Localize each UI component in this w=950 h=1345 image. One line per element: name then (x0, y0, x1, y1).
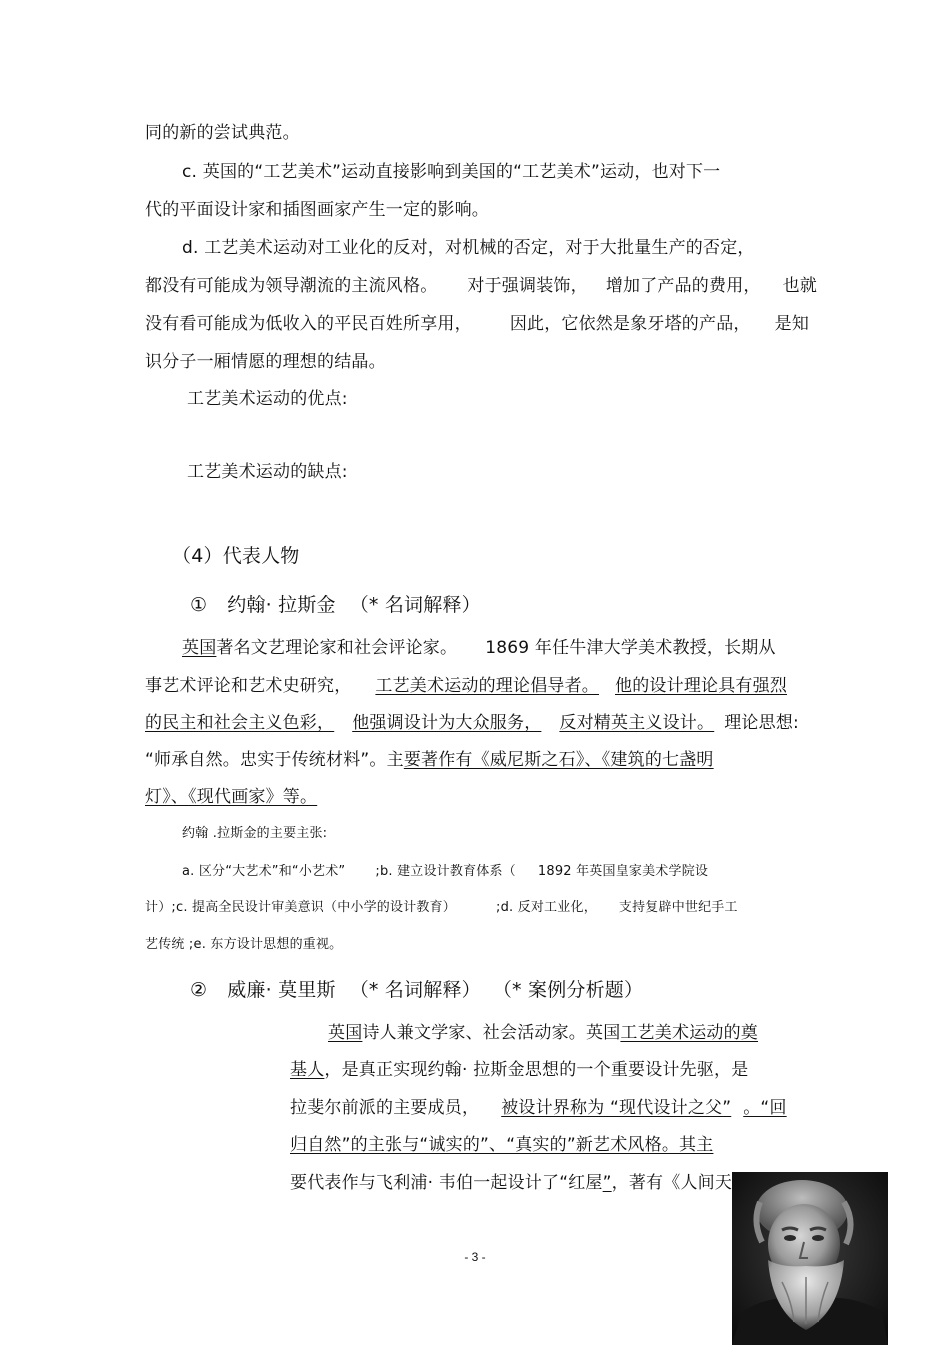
portrait-image (732, 1172, 888, 1345)
text-line: 都没有可能成为领导潮流的主流风格。 对于强调装饰， 增加了产品的费用， 也就 (145, 276, 818, 296)
section-heading: （4）代表人物 (172, 545, 300, 567)
text-line: 艺传统 ;e. 东方设计思想的重视。 (145, 937, 343, 952)
text-line: 灯》、《现代画家》等。 (145, 787, 318, 807)
subsection-heading-morris: ② 威廉· 莫里斯 （* 名词解释） （* 案例分析题） (190, 979, 644, 1001)
disadvantages-label: 工艺美术运动的缺点: (187, 462, 348, 482)
text-line: a. 区分“大艺术”和“小艺术” ;b. 建立设计教育体系（ 1892 年英国皇家美术学院设 (182, 864, 709, 879)
text-line: 约翰 .拉斯金的主要主张: (182, 826, 328, 841)
text-line: 事艺术评论和艺术史研究， 工艺美术运动的理论倡导者。 他的设计理论具有强烈 (145, 676, 788, 696)
portrait-photo (732, 1172, 888, 1345)
text-line: 代的平面设计家和插图画家产生一定的影响。 (145, 200, 489, 220)
text-line: 基人，是真正实现约翰· 拉斯金思想的一个重要设计先驱，是 (290, 1060, 749, 1080)
text-line: 同的新的尝试典范。 (145, 123, 300, 143)
text-line: d. 工艺美术运动对工业化的反对，对机械的否定，对于大批量生产的否定， (182, 238, 755, 258)
text-line: c. 英国的“工艺美术”运动直接影响到美国的“工艺美术”运动，也对下一 (182, 162, 721, 182)
text-line: 识分子一厢情愿的理想的结晶。 (145, 352, 386, 372)
advantages-label: 工艺美术运动的优点: (187, 389, 348, 409)
text-line: 计）;c. 提高全民设计审美意识（中小学的设计教育） ;d. 反对工业化， 支持复辟中世纪手工 (145, 900, 738, 915)
text-line: 英国著名文艺理论家和社会评论家。 1869 年任牛津大学美术教授，长期从 (182, 638, 776, 658)
text-line: 归自然”的主张与“诚实的”、“真实的”新艺术风格。其主 (290, 1135, 714, 1155)
text-line: 的民主和社会主义色彩， 他强调设计为大众服务， 反对精英主义设计。 理论思想: (145, 713, 799, 733)
subsection-heading-ruskin: ① 约翰· 拉斯金 （* 名词解释） (190, 594, 481, 616)
text-line: 英国诗人兼文学家、社会活动家。英国工艺美术运动的奠 (328, 1023, 759, 1043)
text-line: 没有看可能成为低收入的平民百姓所享用， 因此，它依然是象牙塔的产品， 是知 (145, 314, 810, 334)
page-number: - 3 - (464, 1250, 486, 1264)
text-line: 拉斐尔前派的主要成员， 被设计界称为 “现代设计之父” 。“回 (290, 1098, 787, 1118)
text-line: “师承自然。忠实于传统材料”。主要著作有《威尼斯之石》、《建筑的七盏明 (145, 750, 714, 770)
text-line: 要代表作与飞利浦· 韦伯一起设计了“红屋”，著有《人间天 (290, 1173, 733, 1193)
